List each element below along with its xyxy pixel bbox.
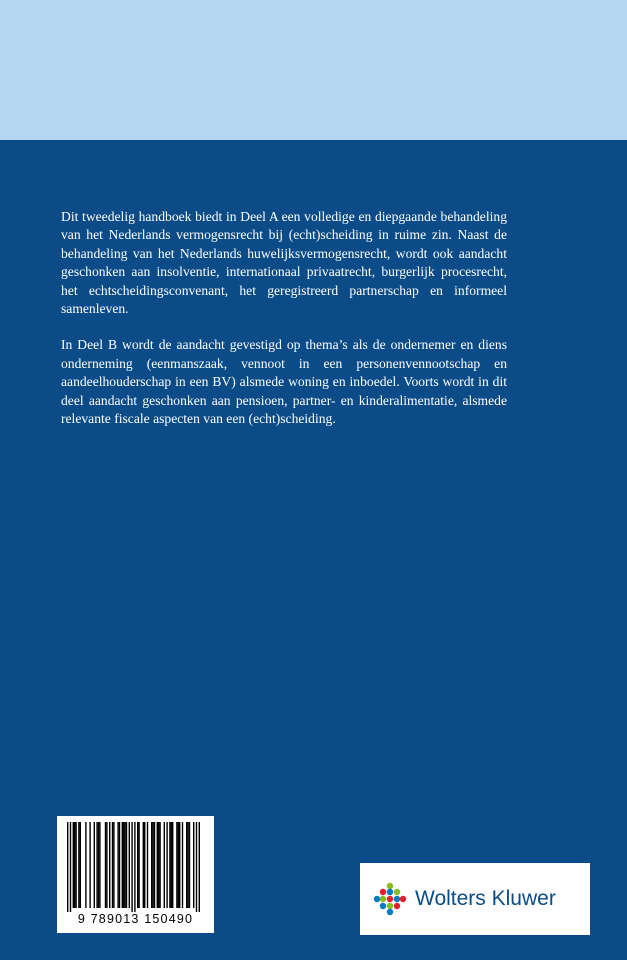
barcode-bar [124,822,125,908]
barcode-bar [154,822,155,908]
barcode-bar [119,822,120,908]
barcode-bar [70,822,71,912]
barcode-bar [187,822,188,908]
barcode-bar [147,822,148,908]
barcode-bar [122,822,123,908]
barcode-bar [172,822,173,908]
publisher-name: Wolters Kluwer [415,887,556,910]
barcode-bar [171,822,172,908]
barcode-bar [78,822,79,908]
barcode-bar [105,822,106,908]
barcode-bar [166,822,167,908]
barcode-bar [99,822,100,908]
barcode-bar [106,822,107,908]
barcode-bar [138,822,139,908]
barcode-bar [157,822,158,908]
barcode-bar [199,822,200,912]
barcode-bar [186,822,187,908]
top-color-band [0,0,627,140]
wolters-kluwer-dots-icon [372,881,408,917]
barcode-bar [113,822,114,908]
barcode-bar [196,822,197,912]
barcode-bar [189,822,190,908]
barcode-bar [143,822,144,908]
barcode-bar [144,822,145,908]
barcode-bar [94,822,95,908]
barcode-bar [151,822,152,908]
cover-description [61,208,507,446]
barcode-bar [176,822,177,908]
barcode-digits: 9 789013 150490 [77,912,194,926]
barcode-bar [123,822,124,908]
barcode-bar [159,822,160,908]
barcode-bar [67,822,68,912]
barcode-bar [152,822,153,908]
publisher-logo [360,863,590,935]
barcode-bar [96,822,97,908]
isbn-barcode [57,816,214,933]
barcode-bar [126,822,127,908]
barcode-bar [137,822,138,908]
barcode-bar [164,822,165,908]
barcode-bar [89,822,90,908]
barcode-bar [85,822,86,908]
barcode-bar [80,822,81,908]
barcode-bar [112,822,113,908]
description-paragraph-1: Dit tweedelig handboek biedt in Deel A een volledige en diepgaande behandeling van het Nederlands vermogensrecht bij (echt)scheiding in ruime zin. Naast de behandeling van het Nederlands huwelijksvermogensrecht, wordt ook aandacht geschonken aan insolventie, internationaal privaatrecht, burgerlijk procesrecht, het echtscheidingsconvenant, het geregistreerd partnerschap en informeel samenleven. [61,209,507,317]
barcode-bar [109,822,110,908]
barcode-bar [75,822,76,908]
barcode-bar [98,822,99,908]
barcode-bar [182,822,183,908]
barcode-bar [73,822,74,908]
barcode-bar [74,822,75,908]
barcode-bar [179,822,180,908]
description-paragraph-2: In Deel B wordt de aandacht gevestigd op thema’s als de ondernemer en diens onderneming (eenmanszaak, vennoot in een personenvennootschap en aandeelhouderschap in een BV) alsmede woning en inboedel. Voorts wordt in dit deel aandacht geschonken aan pensioen, partner- en kinderalimentatie, alsmede relevante fiscale aspecten van een (echt)scheiding. [61,337,507,427]
barcode-bar [169,822,170,908]
barcode-bar [193,822,194,908]
barcode-bar [117,822,118,908]
barcode-bar [134,822,135,912]
barcode-bar [131,822,132,912]
barcode-bar [158,822,159,908]
barcode-bars [57,816,214,912]
barcode-bar [178,822,179,908]
barcode-bar [129,822,130,908]
